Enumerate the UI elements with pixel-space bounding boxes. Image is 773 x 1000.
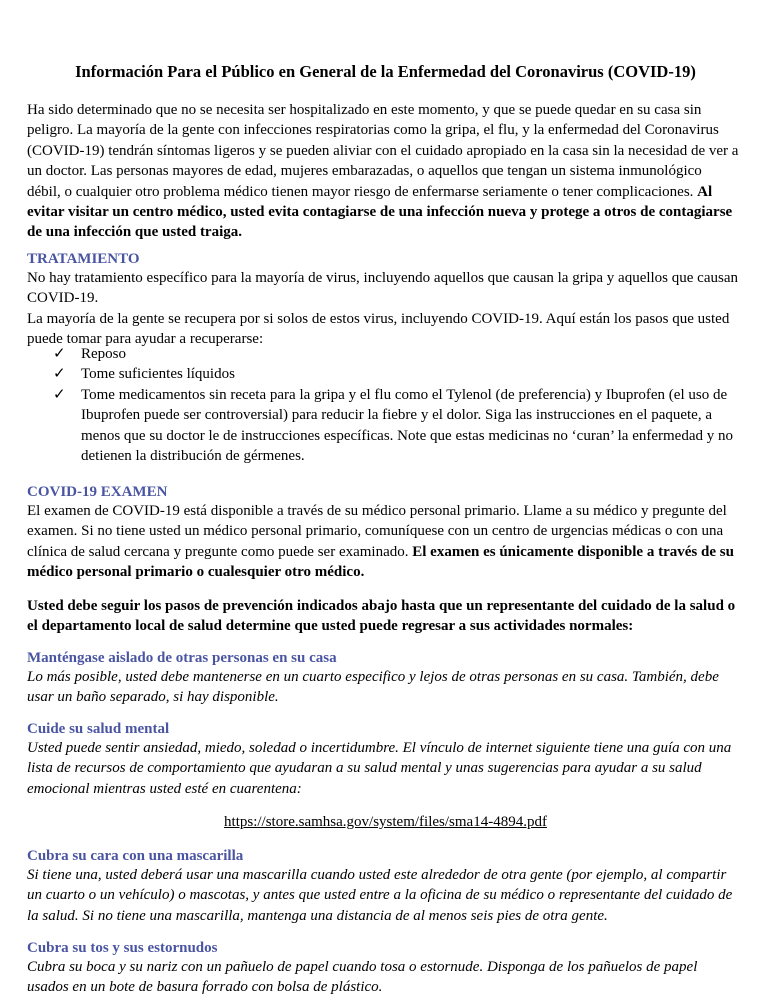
tos-text: Cubra su boca y su nariz con un pañuelo de papel cuando tosa o estornude. Disponga de los pañuelos de papel usados en un bote de basura forrado con bolsa de plástico. [27,959,698,996]
examen-paragraph [27,501,739,583]
checklist-item [27,385,739,467]
prevencion-intro: Usted debe seguir los pasos de prevención indicados abajo hasta que un representante del cuidado de la salud o el departamento local de salud determine que usted puede regresar a sus actividades normales: [27,598,736,635]
mascarilla-heading: Cubra su cara con una mascarilla [27,848,244,864]
intro-text: Ha sido determinado que no se necesita ser hospitalizado en este momento, y que se puede quedar en su casa sin peligro. La mayoría de la gente con infecciones respiratorias como la gripa, el flu, y la enfermedad del Coronavirus (COVID-19) tendrán síntomas ligeros y se pueden aliviar con el cuidado apropiado en la casa sin la necesidad de ver a un doctor. Las personas mayores de edad, mujeres embarazadas, o aquellos que tengan un sistema inmunológico débil, o cualquier otro problema médico tienen mayor riesgo de enfermarse seriamente o tener complicaciones. [27,102,739,200]
checklist-item [27,344,739,364]
mascarilla-text: Si tiene una, usted deberá usar una mascarilla cuando usted este alrededor de otra gente (por ejemplo, al compartir un cuarto o un vehículo) o mascotas, y antes que usted entre a la oficina de su médico o representante del cuidado de la salud. Si no tiene una mascarilla, mantenga una distancia de al menos seis pies de otra gente. [27,867,733,924]
checkmark-icon: ✓ [53,386,66,403]
samhsa-link-line [27,812,744,832]
document-title: Información Para el Público en General de la Enfermedad del Coronavirus (COVID-19) [75,62,696,81]
tratamiento-heading: TRATAMIENTO [27,251,140,267]
intro-bold-text: Al evitar visitar un centro médico, usted evita contagiarse de una infección nueva y protege a otros de contagiarse de una infección que usted traiga. [27,183,733,241]
checklist-item [27,364,739,384]
checklist-item-text: Tome medicamentos sin receta para la gripa y el flu como el Tylenol (de preferencia) y Ibuprofen (el uso de Ibuprofen puede ser controversial) para reducir la fiebre y el dolor. Siga las instrucciones en el paquete, a menos que su doctor le de instrucciones específicas. Note que estas medicinas no ‘curan’ la enfermedad y no detienen la distribución de gérmenes. [81,386,733,465]
aislado-heading: Manténgase aislado de otras personas en su casa [27,650,337,666]
examen-text: El examen de COVID-19 está disponible a través de su médico personal primario. Llame a su médico y pregunte del examen. Si no tiene usted un médico personal primario, comuníquese con un centro de urgencias médicas o con una clínica de salud cercana y pregunte como puede ser examinado. [27,503,727,560]
tos-heading: Cubra su tos y sus estornudos [27,940,218,956]
tratamiento-checklist [27,344,739,466]
checklist-item-text: Reposo [81,346,126,362]
salud-mental-heading: Cuide su salud mental [27,721,170,737]
examen-bold-text: El examen es únicamente disponible a través de su médico personal primario o cualesquier otro médico. [27,543,734,581]
checkmark-icon: ✓ [53,366,66,383]
checklist-item-text: Tome suficientes líquidos [81,366,235,383]
checkmark-icon: ✓ [53,346,66,362]
salud-mental-text: Usted puede sentir ansiedad, miedo, soledad o incertidumbre. El vínculo de internet siguiente tiene una guía con una lista de recursos de comportamiento que ayudaran a su salud mental y unas sugerencias para ayudar a su salud emocional mientras usted esté en cuarentena: [27,740,732,797]
intro-paragraph [27,100,739,243]
tratamiento-paragraph-2: La mayoría de la gente se recupera por si solos de estos virus, incluyendo COVID-19. Aquí están los pasos que usted puede tomar para ayudar a recuperarse: [27,311,730,348]
examen-heading: COVID-19 EXAMEN [27,484,168,500]
samhsa-link[interactable]: https://store.samhsa.gov/system/files/sma14-4894.pdf [224,814,547,830]
tratamiento-paragraph-1: No hay tratamiento específico para la mayoría de virus, incluyendo aquellos que causan la gripa y aquellos que causan COVID-19. [27,270,738,307]
aislado-text: Lo más posible, usted debe mantenerse en un cuarto especifico y lejos de otras personas en su casa. También, debe usar un baño separado, si hay disponible. [27,669,719,706]
